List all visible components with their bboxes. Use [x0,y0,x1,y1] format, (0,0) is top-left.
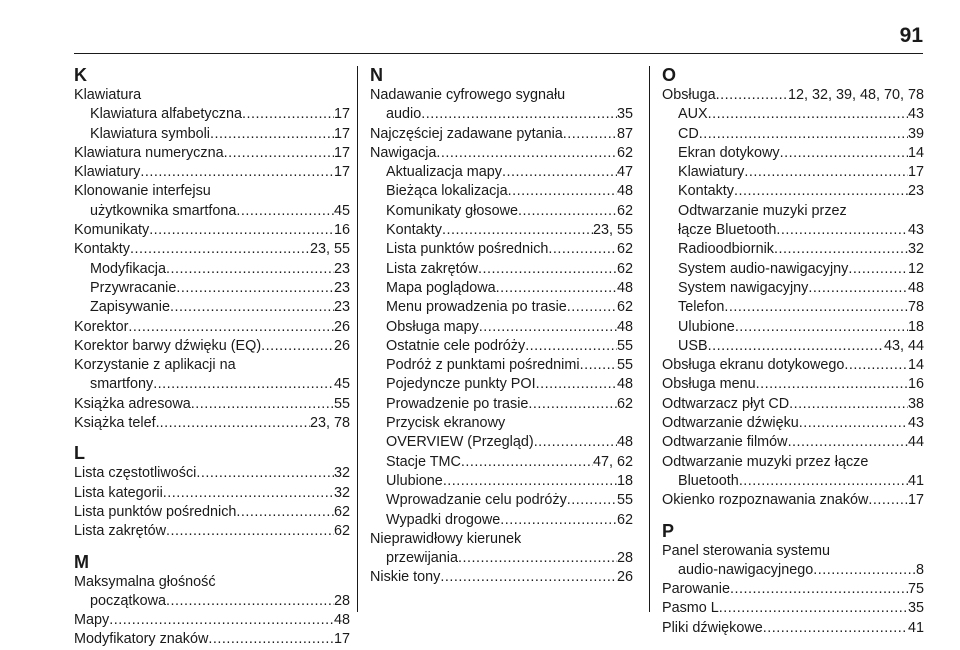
entry-page-ref: 47, 62 [592,453,633,470]
dot-leader [776,221,908,240]
entry-page-ref: 41 [907,619,924,636]
dot-leader [780,144,908,163]
entry-page-ref: 62 [616,260,633,277]
entry-page-ref: 78 [907,299,924,316]
dot-leader [153,375,334,394]
index-subentry [74,105,350,124]
index-subentry [370,472,633,491]
dot-leader [756,375,908,394]
index-letter-heading: L [74,443,85,464]
index-entry [662,619,924,638]
entry-page-ref: 62 [616,511,633,528]
entry-term: Podróż z punktami pośrednimi [386,357,580,374]
entry-term: Lista punktów pośrednich [74,503,237,520]
index-subentry [662,260,924,279]
dot-leader [719,599,908,618]
entry-term: Modyfikacja [90,260,166,277]
dot-leader [789,395,908,414]
entry-page-ref: 44 [907,434,924,451]
entry-term: Radioodbiornik [678,241,774,258]
entry-term: audio [386,106,422,123]
dot-leader [848,260,908,279]
entry-page-ref: 23 [333,299,350,316]
index-entry-heading: Panel sterowania systemu [662,542,830,559]
entry-term: smartfony [90,376,154,393]
entry-term: Odtwarzanie dźwięku [662,415,799,432]
dot-leader [844,356,908,375]
dot-leader [500,511,617,530]
entry-page-ref: 48 [333,612,350,629]
entry-term: początkowa [90,592,166,609]
entry-term: Klawiatura symboli [90,125,210,142]
index-subentry [662,298,924,317]
index-entry-heading: Maksymalna głośność [74,573,216,590]
index-entry-heading: Odtwarzanie muzyki przez łącze [662,453,869,470]
index-letter-heading: O [662,65,677,85]
entry-page-ref: 62 [616,241,633,258]
dot-leader [242,105,334,124]
entry-term: Odtwarzanie filmów [662,434,788,451]
entry-term: Pliki dźwiękowe [662,619,763,636]
entry-term: USB [678,337,708,354]
entry-page-ref: 48 [616,376,633,393]
entry-page-ref: 41 [907,472,924,489]
entry-term: Wypadki drogowe [386,511,501,528]
entry-term: Klawiatury [74,164,141,181]
dot-leader [868,491,908,510]
index-entry [662,491,924,510]
entry-term: Wprowadzanie celu podróży [386,492,567,509]
entry-term: Obsługa [662,87,716,103]
entry-page-ref: 87 [616,125,633,142]
index-entry-heading: Klonowanie interfejsu [74,183,211,200]
dot-leader [502,163,617,182]
entry-page-ref: 48 [616,318,633,335]
dot-leader [525,337,617,356]
entry-term: Kontakty [386,222,442,239]
entry-term: Przywracanie [90,279,177,296]
page-number: 91 [899,24,923,47]
entry-page-ref: 55 [616,357,633,374]
entry-page-ref: 62 [333,503,350,520]
entry-term: Zapisywanie [90,299,170,316]
dot-leader [567,298,617,317]
entry-page-ref: 18 [616,472,633,489]
entry-page-ref: 32 [333,484,350,501]
index-subentry [74,125,350,144]
index-subentry [370,105,633,124]
index-subentry [662,279,924,298]
entry-term: Ulubione [386,472,443,489]
entry-term: AUX [678,106,708,123]
dot-leader [716,86,788,105]
entry-page-ref: 38 [907,395,924,412]
entry-term: Ostatnie cele podróży [386,337,526,354]
dot-leader [734,182,908,201]
dot-leader [443,472,617,491]
dot-leader [149,221,334,240]
dot-leader [799,414,908,433]
dot-leader [699,125,908,144]
entry-page-ref: 62 [616,202,633,219]
entry-term: Najczęściej zadawane pytania [370,125,563,142]
dot-leader [567,491,617,510]
entry-page-ref: 28 [333,592,350,609]
index-entry [662,433,924,452]
index-subentry [370,511,633,530]
index-entry [662,395,924,414]
entry-page-ref: 17 [333,164,350,181]
index-subentry [662,337,924,356]
entry-page-ref: 35 [907,600,924,617]
entry-page-ref: 8 [915,561,924,578]
dot-leader [130,240,310,259]
entry-page-ref: 32 [333,465,350,482]
entry-page-ref: 62 [616,299,633,316]
index-entry-heading: Korzystanie z aplikacji na [74,357,236,374]
index-entry [74,395,350,414]
index-subentry [370,182,633,201]
index-subentry [662,561,924,580]
dot-leader [508,182,617,201]
index-subentry [370,163,633,182]
dot-leader [479,318,617,337]
dot-leader [458,549,617,568]
entry-term: Pojedyncze punkty POI [386,376,536,393]
entry-page-ref: 43 [907,106,924,123]
index-entry-heading: Przycisk ekranowy [386,415,506,432]
index-subentry [74,279,350,298]
dot-leader [580,356,617,375]
entry-term: Bluetooth [678,472,739,489]
entry-term: Okienko rozpoznawania znaków [662,492,869,509]
entry-term: Mapy [74,612,110,629]
entry-page-ref: 47 [616,164,633,181]
index-entry [74,503,350,522]
dot-leader [534,433,617,452]
entry-term: Lista częstotliwości [74,465,197,482]
entry-page-ref: 55 [616,337,633,354]
entry-term: Obsługa mapy [386,318,479,335]
dot-leader [160,414,310,433]
index-subentry [662,125,924,144]
index-entry [74,337,350,356]
dot-leader [563,125,617,144]
dot-leader [813,561,916,580]
entry-page-ref: 35 [616,106,633,123]
entry-page-ref: 28 [616,550,633,567]
entry-page-ref: 48 [616,279,633,296]
dot-leader [140,163,334,182]
entry-term: Prowadzenie po trasie [386,395,529,412]
dot-leader [763,619,908,638]
dot-leader [166,260,334,279]
entry-term: Telefon [678,299,725,316]
entry-page-ref: 16 [907,376,924,393]
entry-term: Korektor barwy dźwięku (EQ) [74,337,262,354]
dot-leader [170,298,334,317]
entry-term: Mapa poglądowa [386,279,496,296]
entry-term: Klawiatura alfabetyczna [90,106,242,123]
entry-page-ref: 23, 55 [592,222,633,239]
dot-leader [208,630,334,649]
index-subentry [74,202,350,221]
entry-page-ref: 23, 55 [309,241,350,258]
dot-leader [461,453,593,472]
entry-term: Klawiatury [678,164,745,181]
entry-term: Książka telef. [74,415,160,432]
index-entry [74,318,350,337]
index-column-1 [74,64,350,650]
index-entry [74,611,350,630]
entry-page-ref: 23 [333,279,350,296]
index-letter-heading: M [74,551,89,572]
index-subentry [662,221,924,240]
dot-leader [739,472,908,491]
dot-leader [261,337,334,356]
index-subentry [370,260,633,279]
entry-term: Klawiatura numeryczna [74,144,224,161]
dot-leader [744,163,908,182]
index-letter-heading: N [370,65,383,85]
column-divider [357,66,358,612]
index-subentry [370,202,633,221]
dot-leader [708,105,908,124]
index-subentry [370,433,633,452]
index-entry-heading: Nadawanie cyfrowego sygnału [370,87,566,103]
index-entry [74,240,350,259]
entry-term: CD [678,125,699,142]
dot-leader [421,105,617,124]
entry-page-ref: 48 [907,279,924,296]
entry-term: użytkownika smartfona [90,202,237,219]
entry-page-ref: 55 [333,395,350,412]
index-letter-heading: K [74,65,87,85]
entry-page-ref: 45 [333,376,350,393]
index-subentry [370,395,633,414]
entry-term: Książka adresowa [74,395,191,412]
entry-term: Kontakty [74,241,130,258]
dot-leader [166,522,334,541]
index-subentry [370,453,633,472]
entry-term: Komunikaty [74,222,150,239]
entry-page-ref: 48 [616,183,633,200]
entry-page-ref: 12 [907,260,924,277]
index-subentry [370,356,633,375]
index-entry [662,599,924,618]
header-rule [74,53,923,54]
index-column-2 [370,64,633,588]
entry-page-ref: 23, 78 [309,415,350,432]
entry-term: System nawigacyjny [678,279,809,296]
dot-leader [166,592,334,611]
entry-term: Ekran dotykowy [678,144,780,161]
dot-leader [730,580,908,599]
dot-leader [210,125,334,144]
dot-leader [236,503,334,522]
dot-leader [774,240,908,259]
index-letter-heading: P [662,520,675,541]
dot-leader [735,318,908,337]
entry-term: Komunikaty głosowe [386,202,518,219]
entry-term: łącze Bluetooth [678,222,777,239]
entry-page-ref: 62 [333,523,350,540]
entry-page-ref: 17 [333,106,350,123]
dot-leader [236,202,334,221]
entry-page-ref: 26 [333,318,350,335]
entry-page-ref: 17 [333,144,350,161]
index-subentry [370,375,633,394]
index-subentry [370,240,633,259]
column-divider [649,66,650,612]
entry-page-ref: 23 [333,260,350,277]
index-entry [74,414,350,433]
dot-leader [518,202,617,221]
index-entry [370,568,633,587]
index-subentry [370,318,633,337]
index-entry [74,144,350,163]
index-entry-heading: Nieprawidłowy kierunek [370,530,522,547]
entry-page-ref: 43 [907,415,924,432]
entry-term: Modyfikatory znaków [74,631,209,648]
dot-leader [224,144,334,163]
entry-term: Lista zakrętów [386,260,478,277]
dot-leader [442,221,593,240]
entry-term: Stacje TMC [386,453,461,470]
index-subentry [74,298,350,317]
entry-page-ref: 18 [907,318,924,335]
dot-leader [128,318,334,337]
index-subentry [662,163,924,182]
entry-page-ref: 17 [333,125,350,142]
dot-leader [708,337,884,356]
dot-leader [176,279,334,298]
entry-term: audio-nawigacyjnego [678,561,814,578]
dot-leader [436,144,617,163]
entry-page-ref: 62 [616,144,633,161]
entry-term: Bieżąca lokalizacja [386,183,508,200]
dot-leader [724,298,908,317]
index-entry [662,86,924,105]
dot-leader [440,568,617,587]
index-entry [74,630,350,649]
index-subentry [74,260,350,279]
index-entry [662,356,924,375]
dot-leader [478,260,617,279]
entry-term: Nawigacja [370,144,437,161]
index-entry [662,414,924,433]
entry-term: Menu prowadzenia po trasie [386,299,567,316]
index-subentry [370,549,633,568]
entry-term: Parowanie [662,581,730,598]
entry-page-ref: 62 [616,395,633,412]
entry-page-ref: 75 [907,581,924,598]
entry-term: OVERVIEW (Przegląd) [386,434,534,451]
entry-page-ref: 32 [907,241,924,258]
index-column-3 [662,64,924,638]
index-entry [662,580,924,599]
dot-leader [536,375,617,394]
entry-page-ref: 48 [616,434,633,451]
dot-leader [191,395,334,414]
entry-term: Pasmo L [662,600,719,617]
dot-leader [788,433,908,452]
entry-term: Obsługa ekranu dotykowego [662,357,845,374]
entry-page-ref: 43, 44 [883,337,924,354]
entry-page-ref: 12, 32, 39, 48, 70, 78 [787,87,924,103]
entry-page-ref: 55 [616,492,633,509]
index-subentry [74,375,350,394]
entry-page-ref: 43 [907,222,924,239]
index-entry [370,125,633,144]
entry-page-ref: 26 [333,337,350,354]
entry-term: Obsługa menu [662,376,756,393]
index-subentry [370,337,633,356]
index-subentry [662,144,924,163]
index-subentry [370,221,633,240]
index-entry [74,221,350,240]
dot-leader [548,240,617,259]
entry-term: Niskie tony [370,569,441,586]
index-entry-heading: Klawiatura [74,87,142,103]
index-entry [74,522,350,541]
entry-page-ref: 17 [333,631,350,648]
dot-leader [109,611,334,630]
entry-term: Aktualizacja mapy [386,164,502,181]
index-subentry [662,105,924,124]
dot-leader [496,279,617,298]
dot-leader [196,464,334,483]
index-subentry [370,491,633,510]
index-subentry [370,279,633,298]
entry-term: Lista zakrętów [74,523,166,540]
entry-page-ref: 45 [333,202,350,219]
index-subentry [662,472,924,491]
entry-page-ref: 39 [907,125,924,142]
index-subentry [74,592,350,611]
index-entry [74,163,350,182]
entry-term: Kontakty [678,183,734,200]
entry-term: Odtwarzacz płyt CD [662,395,790,412]
entry-page-ref: 26 [616,569,633,586]
index-entry [370,144,633,163]
index-subentry [662,240,924,259]
entry-term: Lista punktów pośrednich [386,241,549,258]
entry-term: Korektor [74,318,129,335]
dot-leader [163,484,334,503]
index-subentry [662,318,924,337]
index-entry [662,375,924,394]
index-entry [74,464,350,483]
entry-page-ref: 17 [907,164,924,181]
entry-term: System audio-nawigacyjny [678,260,849,277]
entry-page-ref: 23 [907,183,924,200]
entry-term: przewijania [386,550,458,567]
entry-term: Ulubione [678,318,735,335]
entry-page-ref: 14 [907,357,924,374]
entry-page-ref: 14 [907,144,924,161]
entry-page-ref: 16 [333,222,350,239]
index-entry [74,484,350,503]
dot-leader [808,279,908,298]
dot-leader [528,395,617,414]
entry-page-ref: 17 [907,492,924,509]
entry-term: Lista kategorii [74,484,163,501]
index-subentry [370,298,633,317]
index-subentry [662,182,924,201]
index-entry-heading: Odtwarzanie muzyki przez [678,202,847,219]
